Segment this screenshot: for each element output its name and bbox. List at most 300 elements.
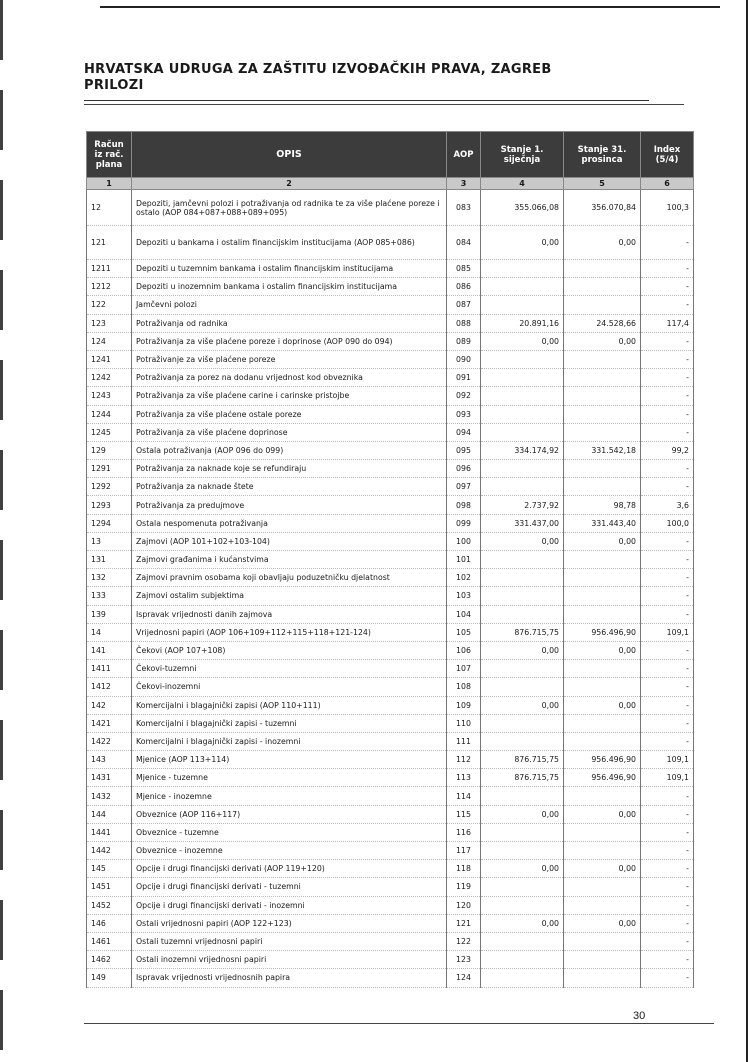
document-subtitle: PRILOZI (84, 78, 144, 93)
row-opis: Mjenice (AOP 113+114) (132, 751, 447, 769)
row-stanje31 (564, 842, 641, 860)
row-aop: 108 (447, 678, 481, 696)
table-row (87, 296, 694, 314)
table-row (87, 914, 694, 932)
row-index: - (641, 842, 694, 860)
row-aop: 085 (447, 260, 481, 278)
row-aop: 098 (447, 496, 481, 514)
row-aop: 122 (447, 932, 481, 950)
row-aop: 121 (447, 914, 481, 932)
row-index: - (641, 932, 694, 950)
row-aop: 094 (447, 423, 481, 441)
row-index: - (641, 696, 694, 714)
row-index: 117,4 (641, 314, 694, 332)
row-opis: Zajmovi ostalim subjektima (132, 587, 447, 605)
row-index: 109,1 (641, 751, 694, 769)
scan-edge (0, 0, 3, 1062)
header-konto-line2: iz rač. (94, 149, 124, 160)
row-stanje31 (564, 350, 641, 368)
row-stanje1 (481, 587, 564, 605)
row-index: - (641, 532, 694, 550)
row-aop: 100 (447, 532, 481, 550)
colnum-1: 1 (87, 178, 132, 190)
row-stanje1 (481, 350, 564, 368)
row-stanje31 (564, 678, 641, 696)
row-stanje1 (481, 787, 564, 805)
row-index: - (641, 369, 694, 387)
row-aop: 106 (447, 641, 481, 659)
document-title: HRVATSKA UDRUGA ZA ZAŠTITU IZVOĐAČKIH PRAVA, ZAGREB (84, 62, 552, 77)
row-stanje31 (564, 951, 641, 969)
column-number-row (87, 178, 694, 190)
row-opis: Potraživanja od radnika (132, 314, 447, 332)
row-aop: 113 (447, 769, 481, 787)
row-stanje1 (481, 678, 564, 696)
row-index: - (641, 678, 694, 696)
row-konto: 1431 (87, 769, 132, 787)
row-konto: 139 (87, 605, 132, 623)
row-opis: Potraživanja za porez na dodanu vrijednost kod obveznika (132, 369, 447, 387)
row-stanje1: 0,00 (481, 860, 564, 878)
row-konto: 123 (87, 314, 132, 332)
row-konto: 122 (87, 296, 132, 314)
row-konto: 1244 (87, 405, 132, 423)
row-opis: Komercijalni i blagajnički zapisi - tuzemni (132, 714, 447, 732)
row-opis: Jamčevni polozi (132, 296, 447, 314)
table-row (87, 805, 694, 823)
row-stanje31: 0,00 (564, 860, 641, 878)
row-konto: 1461 (87, 932, 132, 950)
row-index: 99,2 (641, 441, 694, 459)
header-stanje31-line2: prosinca (581, 154, 623, 165)
row-index: - (641, 296, 694, 314)
colnum-4: 4 (481, 178, 564, 190)
row-stanje1 (481, 569, 564, 587)
row-opis: Obveznice - tuzemne (132, 823, 447, 841)
row-index: - (641, 605, 694, 623)
header-stanje1-line1: Stanje 1. (500, 144, 544, 155)
row-konto: 144 (87, 805, 132, 823)
row-stanje31: 0,00 (564, 696, 641, 714)
header-stanje31 (564, 132, 641, 178)
table-row (87, 751, 694, 769)
row-opis: Potraživanja za više plaćene doprinose (132, 423, 447, 441)
row-stanje31 (564, 732, 641, 750)
row-aop: 115 (447, 805, 481, 823)
row-index: - (641, 460, 694, 478)
row-stanje1: 0,00 (481, 805, 564, 823)
row-aop: 105 (447, 623, 481, 641)
header-index-line1: Index (653, 144, 681, 155)
row-index: - (641, 350, 694, 368)
row-stanje1 (481, 823, 564, 841)
table-row (87, 769, 694, 787)
row-stanje1: 876.715,75 (481, 623, 564, 641)
row-stanje1 (481, 660, 564, 678)
row-konto: 1451 (87, 878, 132, 896)
row-stanje31: 98,78 (564, 496, 641, 514)
row-aop: 118 (447, 860, 481, 878)
row-aop: 110 (447, 714, 481, 732)
row-index: - (641, 226, 694, 260)
row-stanje1 (481, 896, 564, 914)
row-aop: 102 (447, 569, 481, 587)
table-row (87, 714, 694, 732)
row-konto: 1462 (87, 951, 132, 969)
row-konto: 1432 (87, 787, 132, 805)
row-konto: 1211 (87, 260, 132, 278)
row-stanje1 (481, 551, 564, 569)
row-index: - (641, 732, 694, 750)
row-stanje31: 24.528,66 (564, 314, 641, 332)
row-opis: Potraživanje za više plaćene poreze (132, 350, 447, 368)
row-aop: 114 (447, 787, 481, 805)
row-aop: 088 (447, 314, 481, 332)
row-konto: 1442 (87, 842, 132, 860)
row-konto: 1245 (87, 423, 132, 441)
header-stanje31-line1: Stanje 31. (577, 144, 627, 155)
row-stanje31: 956.496,90 (564, 751, 641, 769)
row-opis: Ostali inozemni vrijednosni papiri (132, 951, 447, 969)
row-stanje1 (481, 260, 564, 278)
colnum-2: 2 (132, 178, 447, 190)
row-stanje31 (564, 369, 641, 387)
row-opis: Depoziti u bankama i ostalim financijskim institucijama (AOP 085+086) (132, 226, 447, 260)
colnum-6: 6 (641, 178, 694, 190)
row-aop: 109 (447, 696, 481, 714)
row-opis: Potraživanja za više plaćene ostale poreze (132, 405, 447, 423)
row-index: - (641, 278, 694, 296)
row-konto: 1411 (87, 660, 132, 678)
row-aop: 084 (447, 226, 481, 260)
row-konto: 131 (87, 551, 132, 569)
row-stanje31 (564, 423, 641, 441)
row-aop: 086 (447, 278, 481, 296)
row-konto: 149 (87, 969, 132, 987)
row-konto: 1291 (87, 460, 132, 478)
row-opis: Obveznice - inozemne (132, 842, 447, 860)
table-row (87, 623, 694, 641)
row-stanje31: 0,00 (564, 332, 641, 350)
row-index: - (641, 660, 694, 678)
row-opis: Mjenice - inozemne (132, 787, 447, 805)
row-aop: 093 (447, 405, 481, 423)
row-konto: 12 (87, 190, 132, 226)
row-opis: Ostala nespomenuta potraživanja (132, 514, 447, 532)
row-opis: Ostali tuzemni vrijednosni papiri (132, 932, 447, 950)
row-opis: Ostala potraživanja (AOP 096 do 099) (132, 441, 447, 459)
row-aop: 107 (447, 660, 481, 678)
table-row (87, 696, 694, 714)
row-opis: Ostali vrijednosni papiri (AOP 122+123) (132, 914, 447, 932)
row-index: 109,1 (641, 769, 694, 787)
row-stanje1: 0,00 (481, 914, 564, 932)
row-aop: 091 (447, 369, 481, 387)
row-index: - (641, 423, 694, 441)
row-aop: 095 (447, 441, 481, 459)
row-stanje1 (481, 714, 564, 732)
row-stanje31 (564, 969, 641, 987)
row-stanje31 (564, 260, 641, 278)
table-row (87, 332, 694, 350)
table-body (87, 190, 694, 988)
row-stanje31: 0,00 (564, 532, 641, 550)
header-stanje1 (481, 132, 564, 178)
table-row (87, 514, 694, 532)
row-stanje1 (481, 605, 564, 623)
row-konto: 1452 (87, 896, 132, 914)
row-index: - (641, 587, 694, 605)
row-stanje1: 20.891,16 (481, 314, 564, 332)
row-aop: 101 (447, 551, 481, 569)
table-row (87, 460, 694, 478)
row-konto: 121 (87, 226, 132, 260)
row-stanje1: 876.715,75 (481, 769, 564, 787)
header-aop: AOP (447, 132, 481, 178)
row-stanje1: 0,00 (481, 226, 564, 260)
header-rule-2 (84, 104, 684, 105)
row-konto: 142 (87, 696, 132, 714)
page-number: 30 (633, 1010, 646, 1022)
row-aop: 112 (447, 751, 481, 769)
table-row (87, 569, 694, 587)
row-aop: 096 (447, 460, 481, 478)
row-konto: 1412 (87, 678, 132, 696)
row-stanje31: 331.443,40 (564, 514, 641, 532)
row-konto: 145 (87, 860, 132, 878)
row-stanje31 (564, 896, 641, 914)
row-index: - (641, 387, 694, 405)
row-opis: Potraživanja za naknade koje se refundiraju (132, 460, 447, 478)
row-opis: Potraživanja za više plaćene carine i carinske pristojbe (132, 387, 447, 405)
row-konto: 1422 (87, 732, 132, 750)
row-aop: 104 (447, 605, 481, 623)
table-row (87, 369, 694, 387)
row-stanje1: 331.437,00 (481, 514, 564, 532)
row-konto: 1242 (87, 369, 132, 387)
table-row (87, 605, 694, 623)
row-stanje31 (564, 478, 641, 496)
row-konto: 133 (87, 587, 132, 605)
row-konto: 14 (87, 623, 132, 641)
row-opis: Zajmovi pravnim osobama koji obavljaju poduzetničku djelatnost (132, 569, 447, 587)
table-row (87, 532, 694, 550)
row-aop: 111 (447, 732, 481, 750)
row-stanje31 (564, 296, 641, 314)
row-index: - (641, 896, 694, 914)
row-stanje1 (481, 842, 564, 860)
table-row (87, 678, 694, 696)
row-stanje1: 0,00 (481, 696, 564, 714)
row-stanje31 (564, 660, 641, 678)
row-konto: 1241 (87, 350, 132, 368)
row-index: - (641, 914, 694, 932)
row-stanje1: 0,00 (481, 641, 564, 659)
table-row (87, 860, 694, 878)
row-konto: 13 (87, 532, 132, 550)
row-index: - (641, 569, 694, 587)
footer-rule (84, 1023, 714, 1024)
header-konto-line1: Račun (94, 139, 124, 150)
table-row (87, 350, 694, 368)
row-aop: 116 (447, 823, 481, 841)
row-index: - (641, 823, 694, 841)
row-aop: 089 (447, 332, 481, 350)
row-index: - (641, 405, 694, 423)
row-opis: Ispravak vrijednosti vrijednosnih papira (132, 969, 447, 987)
row-konto: 132 (87, 569, 132, 587)
row-stanje31 (564, 714, 641, 732)
row-opis: Čekovi-inozemni (132, 678, 447, 696)
row-konto: 129 (87, 441, 132, 459)
row-stanje1 (481, 405, 564, 423)
row-aop: 097 (447, 478, 481, 496)
table-row (87, 226, 694, 260)
row-aop: 120 (447, 896, 481, 914)
row-opis: Potraživanja za predujmove (132, 496, 447, 514)
row-stanje1 (481, 423, 564, 441)
row-konto: 1212 (87, 278, 132, 296)
row-opis: Zajmovi (AOP 101+102+103-104) (132, 532, 447, 550)
row-stanje1 (481, 478, 564, 496)
header-konto-line3: plana (95, 159, 123, 170)
row-stanje31 (564, 278, 641, 296)
row-aop: 092 (447, 387, 481, 405)
row-opis: Obveznice (AOP 116+117) (132, 805, 447, 823)
row-index: - (641, 641, 694, 659)
row-opis: Opcije i drugi financijski derivati - tuzemni (132, 878, 447, 896)
row-stanje1 (481, 969, 564, 987)
colnum-3: 3 (447, 178, 481, 190)
row-aop: 124 (447, 969, 481, 987)
row-stanje1 (481, 278, 564, 296)
row-index: - (641, 860, 694, 878)
table-row (87, 823, 694, 841)
table-row (87, 551, 694, 569)
row-opis: Zajmovi građanima i kućanstvima (132, 551, 447, 569)
row-opis: Depoziti, jamčevni polozi i potraživanja od radnika te za više plaćene poreze i ostalo (AOP 084+087+088+089+095) (132, 190, 447, 226)
row-stanje31 (564, 405, 641, 423)
row-opis: Depoziti u inozemnim bankama i ostalim financijskim institucijama (132, 278, 447, 296)
table-row (87, 405, 694, 423)
row-stanje31 (564, 932, 641, 950)
header-opis: OPIS (132, 132, 447, 178)
balance-table (86, 131, 694, 988)
table-row (87, 842, 694, 860)
row-stanje31: 0,00 (564, 641, 641, 659)
row-stanje1 (481, 878, 564, 896)
table-row (87, 496, 694, 514)
row-konto: 1293 (87, 496, 132, 514)
row-stanje1 (481, 932, 564, 950)
header-index-line2: (5/4) (655, 154, 679, 165)
row-opis: Komercijalni i blagajnički zapisi - inozemni (132, 732, 447, 750)
row-stanje1: 2.737,92 (481, 496, 564, 514)
row-stanje31 (564, 787, 641, 805)
row-aop: 117 (447, 842, 481, 860)
row-opis: Depoziti u tuzemnim bankama i ostalim financijskim institucijama (132, 260, 447, 278)
row-opis: Čekovi-tuzemni (132, 660, 447, 678)
table-row (87, 314, 694, 332)
table-header-row (87, 132, 694, 178)
row-index: 3,6 (641, 496, 694, 514)
row-konto: 1421 (87, 714, 132, 732)
table-row (87, 969, 694, 987)
row-index: - (641, 969, 694, 987)
table-row (87, 423, 694, 441)
row-stanje1 (481, 732, 564, 750)
row-stanje1 (481, 460, 564, 478)
row-opis: Opcije i drugi financijski derivati - inozemni (132, 896, 447, 914)
row-opis: Čekovi (AOP 107+108) (132, 641, 447, 659)
row-konto: 124 (87, 332, 132, 350)
row-index: - (641, 787, 694, 805)
row-stanje1: 0,00 (481, 332, 564, 350)
row-stanje1 (481, 296, 564, 314)
row-stanje1: 876.715,75 (481, 751, 564, 769)
row-aop: 119 (447, 878, 481, 896)
header-konto (87, 132, 132, 178)
row-stanje31 (564, 587, 641, 605)
row-stanje1 (481, 387, 564, 405)
header-stanje1-line2: siječnja (503, 154, 541, 165)
row-aop: 090 (447, 350, 481, 368)
row-opis: Mjenice - tuzemne (132, 769, 447, 787)
row-konto: 146 (87, 914, 132, 932)
row-konto: 1292 (87, 478, 132, 496)
row-index: 109,1 (641, 623, 694, 641)
table-row (87, 441, 694, 459)
table-row (87, 641, 694, 659)
colnum-5: 5 (564, 178, 641, 190)
row-aop: 099 (447, 514, 481, 532)
row-opis: Potraživanja za naknade štete (132, 478, 447, 496)
header-rule (84, 100, 649, 101)
table-row (87, 878, 694, 896)
row-stanje1: 334.174,92 (481, 441, 564, 459)
row-stanje31: 0,00 (564, 226, 641, 260)
table-row (87, 951, 694, 969)
row-index: - (641, 478, 694, 496)
table-row (87, 732, 694, 750)
table-row (87, 896, 694, 914)
row-index: - (641, 551, 694, 569)
row-stanje31 (564, 605, 641, 623)
table-row (87, 660, 694, 678)
row-stanje1 (481, 369, 564, 387)
row-opis: Vrijednosni papiri (AOP 106+109+112+115+118+121-124) (132, 623, 447, 641)
row-index: - (641, 805, 694, 823)
row-aop: 123 (447, 951, 481, 969)
table-row (87, 387, 694, 405)
row-stanje31: 356.070,84 (564, 190, 641, 226)
table-row (87, 932, 694, 950)
row-opis: Ispravak vrijednosti danih zajmova (132, 605, 447, 623)
row-opis: Komercijalni i blagajnički zapisi (AOP 110+111) (132, 696, 447, 714)
row-stanje31 (564, 387, 641, 405)
row-konto: 141 (87, 641, 132, 659)
table-row (87, 260, 694, 278)
scan-right-edge (746, 0, 748, 1062)
row-stanje1 (481, 951, 564, 969)
row-aop: 083 (447, 190, 481, 226)
row-stanje31: 956.496,90 (564, 623, 641, 641)
row-aop: 103 (447, 587, 481, 605)
row-stanje31: 0,00 (564, 914, 641, 932)
row-stanje31: 956.496,90 (564, 769, 641, 787)
row-stanje31 (564, 460, 641, 478)
table-row (87, 787, 694, 805)
